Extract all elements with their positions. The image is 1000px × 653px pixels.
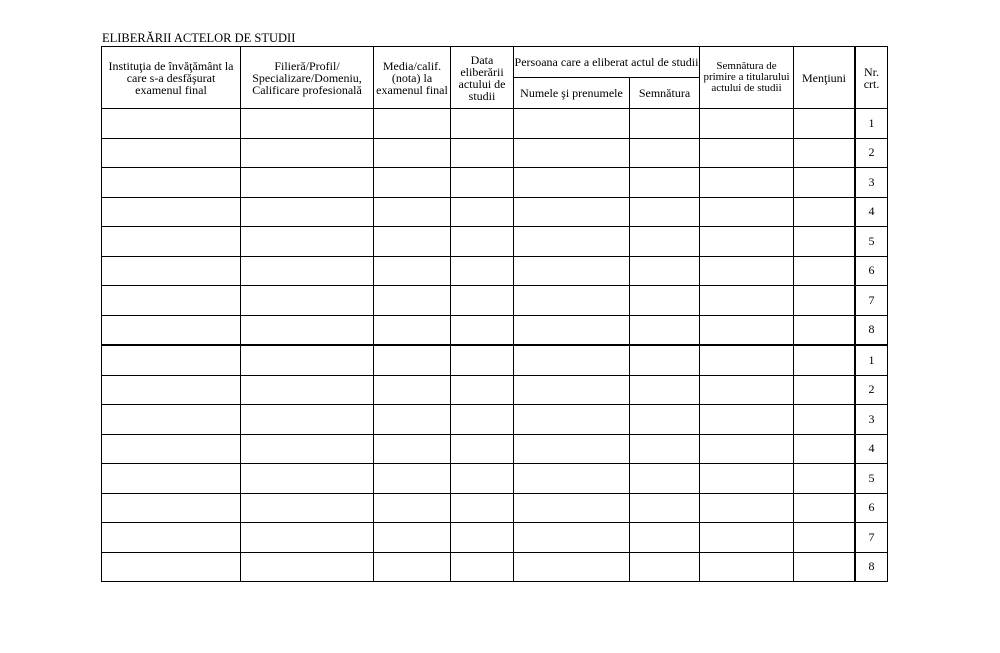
col-header-specialization: Filieră/Profil/ Specializare/Domeniu, Calificare profesională	[241, 47, 374, 109]
institution-cell[interactable]	[102, 109, 241, 139]
row-number: 8	[868, 322, 875, 337]
grade-cell[interactable]	[374, 464, 451, 494]
issue-date-cell[interactable]	[451, 197, 514, 227]
remarks-cell[interactable]	[794, 227, 855, 257]
issue-date-cell[interactable]	[451, 493, 514, 523]
issue-date-cell[interactable]	[451, 315, 514, 345]
row-number: 3	[868, 411, 875, 426]
col-header-issuer-name: Numele şi prenumele	[514, 78, 630, 109]
table-row	[102, 197, 888, 227]
issue-date-cell[interactable]	[451, 109, 514, 139]
row-number-cell	[856, 286, 888, 316]
institution-cell[interactable]	[102, 405, 241, 435]
col-header-remarks: Menţiuni	[794, 47, 855, 109]
row-number: 3	[868, 174, 875, 189]
col-header-row-number: Nr. crt.	[856, 47, 888, 109]
institution-cell[interactable]	[102, 168, 241, 198]
holder-signature-cell[interactable]	[700, 405, 794, 435]
issue-date-cell[interactable]	[451, 345, 514, 375]
row-number: 2	[868, 382, 875, 397]
specialization-cell[interactable]	[241, 109, 374, 139]
table-row	[102, 109, 888, 139]
row-number-cell	[856, 405, 888, 435]
grade-cell[interactable]	[374, 523, 451, 553]
issue-date-cell[interactable]	[451, 256, 514, 286]
institution-cell[interactable]	[102, 197, 241, 227]
remarks-cell[interactable]	[794, 109, 855, 139]
specialization-cell[interactable]	[241, 464, 374, 494]
issue-date-cell[interactable]	[451, 168, 514, 198]
issuer-signature-cell[interactable]	[630, 315, 700, 345]
row-number-cell	[856, 168, 888, 198]
grade-cell[interactable]	[374, 197, 451, 227]
col-header-grade: Media/calif. (nota) la examenul final	[374, 47, 451, 109]
institution-cell[interactable]	[102, 227, 241, 257]
specialization-cell[interactable]	[241, 227, 374, 257]
remarks-cell[interactable]	[794, 197, 855, 227]
table-row	[102, 464, 888, 494]
holder-signature-cell[interactable]	[700, 256, 794, 286]
issuer-name-cell[interactable]	[514, 138, 630, 168]
issuer-signature-cell[interactable]	[630, 197, 700, 227]
remarks-cell[interactable]	[794, 434, 855, 464]
holder-signature-cell[interactable]	[700, 286, 794, 316]
issue-date-cell[interactable]	[451, 138, 514, 168]
remarks-cell[interactable]	[794, 464, 855, 494]
specialization-cell[interactable]	[241, 315, 374, 345]
grade-cell[interactable]	[374, 109, 451, 139]
table-row	[102, 523, 888, 553]
issuer-signature-cell[interactable]	[630, 523, 700, 553]
issuer-name-cell[interactable]	[514, 168, 630, 198]
holder-signature-cell[interactable]	[700, 138, 794, 168]
row-number: 2	[868, 145, 875, 160]
table-row	[102, 434, 888, 464]
issuer-name-cell[interactable]	[514, 464, 630, 494]
table-row	[102, 315, 888, 345]
row-number: 7	[868, 529, 875, 544]
grade-cell[interactable]	[374, 286, 451, 316]
table-header	[102, 47, 888, 109]
specialization-cell[interactable]	[241, 405, 374, 435]
specialization-cell[interactable]	[241, 434, 374, 464]
row-number: 5	[868, 233, 875, 248]
institution-cell[interactable]	[102, 286, 241, 316]
holder-signature-cell[interactable]	[700, 434, 794, 464]
row-number: 7	[868, 292, 875, 307]
row-number-cell	[856, 434, 888, 464]
table-row	[102, 256, 888, 286]
table-body	[102, 109, 888, 582]
issue-date-cell[interactable]	[451, 464, 514, 494]
issuer-signature-cell[interactable]	[630, 345, 700, 375]
institution-cell[interactable]	[102, 345, 241, 375]
grade-cell[interactable]	[374, 405, 451, 435]
row-number-cell	[856, 138, 888, 168]
specialization-cell[interactable]	[241, 256, 374, 286]
institution-cell[interactable]	[102, 523, 241, 553]
specialization-cell[interactable]	[241, 552, 374, 582]
specialization-cell[interactable]	[241, 197, 374, 227]
holder-signature-cell[interactable]	[700, 552, 794, 582]
institution-cell[interactable]	[102, 552, 241, 582]
table-row	[102, 375, 888, 405]
remarks-cell[interactable]	[794, 256, 855, 286]
issuer-signature-cell[interactable]	[630, 493, 700, 523]
row-number: 5	[868, 470, 875, 485]
institution-cell[interactable]	[102, 315, 241, 345]
grade-cell[interactable]	[374, 227, 451, 257]
issue-date-cell[interactable]	[451, 523, 514, 553]
remarks-cell[interactable]	[794, 523, 855, 553]
holder-signature-cell[interactable]	[700, 523, 794, 553]
row-number: 1	[868, 352, 875, 367]
remarks-cell[interactable]	[794, 375, 855, 405]
row-number-cell	[856, 493, 888, 523]
holder-signature-cell[interactable]	[700, 464, 794, 494]
row-number-cell	[856, 109, 888, 139]
col-header-issuer-group: Persoana care a eliberat actul de studii	[514, 47, 700, 78]
issuer-signature-cell[interactable]	[630, 464, 700, 494]
institution-cell[interactable]	[102, 256, 241, 286]
holder-signature-cell[interactable]	[700, 109, 794, 139]
row-number-cell	[856, 197, 888, 227]
issue-date-cell[interactable]	[451, 286, 514, 316]
grade-cell[interactable]	[374, 168, 451, 198]
holder-signature-cell[interactable]	[700, 493, 794, 523]
row-number: 1	[868, 115, 875, 130]
table-row	[102, 345, 888, 375]
issuer-signature-cell[interactable]	[630, 552, 700, 582]
issuer-signature-cell[interactable]	[630, 434, 700, 464]
issuer-name-cell[interactable]	[514, 405, 630, 435]
remarks-cell[interactable]	[794, 138, 855, 168]
holder-signature-cell[interactable]	[700, 375, 794, 405]
row-number: 4	[868, 204, 875, 219]
issuer-name-cell[interactable]	[514, 493, 630, 523]
row-number: 4	[868, 441, 875, 456]
specialization-cell[interactable]	[241, 493, 374, 523]
issuer-signature-cell[interactable]	[630, 109, 700, 139]
table-row	[102, 138, 888, 168]
remarks-cell[interactable]	[794, 286, 855, 316]
issuer-signature-cell[interactable]	[630, 405, 700, 435]
document-title: ELIBERĂRII ACTELOR DE STUDII	[102, 31, 296, 45]
col-header-institution: Instituţia de învăţământ la care s-a desfăşurat examenul final	[102, 47, 241, 109]
holder-signature-cell[interactable]	[700, 197, 794, 227]
grade-cell[interactable]	[374, 434, 451, 464]
row-number-cell	[856, 256, 888, 286]
issuer-signature-cell[interactable]	[630, 256, 700, 286]
institution-cell[interactable]	[102, 493, 241, 523]
grade-cell[interactable]	[374, 345, 451, 375]
holder-signature-cell[interactable]	[700, 315, 794, 345]
remarks-cell[interactable]	[794, 315, 855, 345]
remarks-cell[interactable]	[794, 345, 855, 375]
table-row	[102, 227, 888, 257]
specialization-cell[interactable]	[241, 345, 374, 375]
row-number-cell	[856, 523, 888, 553]
grade-cell[interactable]	[374, 256, 451, 286]
col-header-issuer-signature: Semnătura	[630, 78, 700, 109]
specialization-cell[interactable]	[241, 138, 374, 168]
table-row	[102, 286, 888, 316]
issue-date-cell[interactable]	[451, 405, 514, 435]
issuer-name-cell[interactable]	[514, 375, 630, 405]
issuer-name-cell[interactable]	[514, 523, 630, 553]
issuer-signature-cell[interactable]	[630, 227, 700, 257]
issuer-name-cell[interactable]	[514, 434, 630, 464]
holder-signature-cell[interactable]	[700, 227, 794, 257]
remarks-cell[interactable]	[794, 405, 855, 435]
institution-cell[interactable]	[102, 138, 241, 168]
institution-cell[interactable]	[102, 375, 241, 405]
holder-signature-cell[interactable]	[700, 168, 794, 198]
col-header-issue-date: Data eliberării actului de studii	[451, 47, 514, 109]
table-row	[102, 405, 888, 435]
row-number-cell	[856, 552, 888, 582]
table-row	[102, 168, 888, 198]
specialization-cell[interactable]	[241, 168, 374, 198]
issuer-name-cell[interactable]	[514, 286, 630, 316]
table-row	[102, 493, 888, 523]
row-number-cell	[856, 315, 888, 345]
grade-cell[interactable]	[374, 375, 451, 405]
grade-cell[interactable]	[374, 315, 451, 345]
row-number: 6	[868, 263, 875, 278]
issuer-signature-cell[interactable]	[630, 168, 700, 198]
issuer-name-cell[interactable]	[514, 197, 630, 227]
issue-date-cell[interactable]	[451, 227, 514, 257]
register-table	[101, 46, 888, 582]
row-number: 6	[868, 500, 875, 515]
remarks-cell[interactable]	[794, 493, 855, 523]
institution-cell[interactable]	[102, 434, 241, 464]
issuer-name-cell[interactable]	[514, 227, 630, 257]
grade-cell[interactable]	[374, 493, 451, 523]
grade-cell[interactable]	[374, 138, 451, 168]
table-row	[102, 552, 888, 582]
specialization-cell[interactable]	[241, 286, 374, 316]
issuer-signature-cell[interactable]	[630, 286, 700, 316]
issuer-signature-cell[interactable]	[630, 138, 700, 168]
issuer-signature-cell[interactable]	[630, 375, 700, 405]
institution-cell[interactable]	[102, 464, 241, 494]
issuer-name-cell[interactable]	[514, 552, 630, 582]
row-number-cell	[856, 464, 888, 494]
grade-cell[interactable]	[374, 552, 451, 582]
issue-date-cell[interactable]	[451, 434, 514, 464]
issuer-name-cell[interactable]	[514, 256, 630, 286]
issuer-name-cell[interactable]	[514, 109, 630, 139]
row-number-cell	[856, 227, 888, 257]
remarks-cell[interactable]	[794, 552, 855, 582]
col-header-holder-signature: Semnătura de primire a titularului actului de studii	[700, 47, 794, 109]
specialization-cell[interactable]	[241, 375, 374, 405]
issue-date-cell[interactable]	[451, 552, 514, 582]
row-number-cell	[856, 375, 888, 405]
issue-date-cell[interactable]	[451, 375, 514, 405]
remarks-cell[interactable]	[794, 168, 855, 198]
row-number: 8	[868, 559, 875, 574]
issuer-name-cell[interactable]	[514, 315, 630, 345]
issuer-name-cell[interactable]	[514, 345, 630, 375]
row-number-cell	[856, 345, 888, 375]
holder-signature-cell[interactable]	[700, 345, 794, 375]
specialization-cell[interactable]	[241, 523, 374, 553]
